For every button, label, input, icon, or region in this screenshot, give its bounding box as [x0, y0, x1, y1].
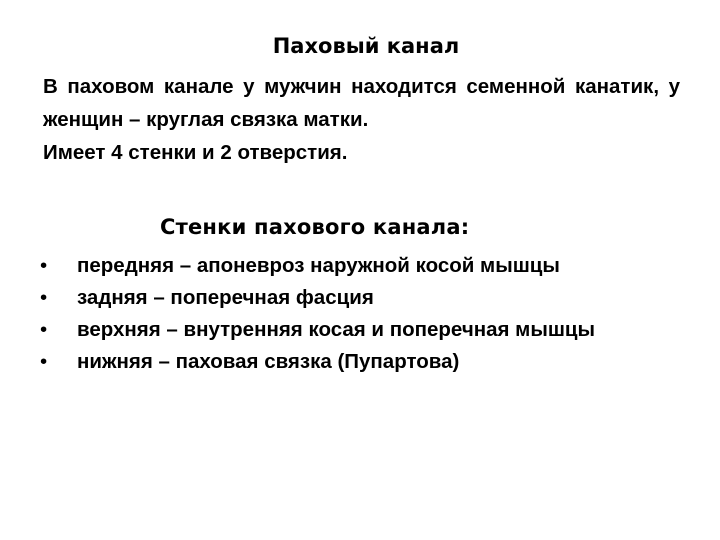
bullet-icon: •: [40, 318, 48, 341]
bullet-icon: •: [40, 254, 48, 277]
bullet-icon: •: [40, 286, 48, 309]
list-item-inferior-wall: [40, 346, 680, 378]
list-item-anterior-wall: [40, 250, 680, 282]
walls-list: [40, 250, 680, 378]
list-item-text: передняя – апоневроз наружной косой мышцы: [77, 254, 560, 277]
list-item-text: нижняя – паховая связка (Пупартова): [77, 350, 460, 373]
list-item-text: задняя – поперечная фасция: [77, 286, 374, 309]
walls-subtitle: Стенки пахового канала:: [160, 215, 470, 239]
intro-paragraph: В паховом канале у мужчин находится семенной канатик, у женщин – круглая связка матки.: [43, 75, 680, 131]
list-item-posterior-wall: [40, 282, 680, 314]
bullet-icon: •: [40, 350, 48, 373]
list-item-superior-wall: [40, 314, 680, 346]
intro-text: [43, 70, 680, 169]
list-item-text: верхняя – внутренняя косая и поперечная мышцы: [77, 318, 596, 341]
slide-title: Паховый канал: [272, 34, 460, 58]
walls-openings-statement: Имеет 4 стенки и 2 отверстия.: [43, 141, 348, 164]
